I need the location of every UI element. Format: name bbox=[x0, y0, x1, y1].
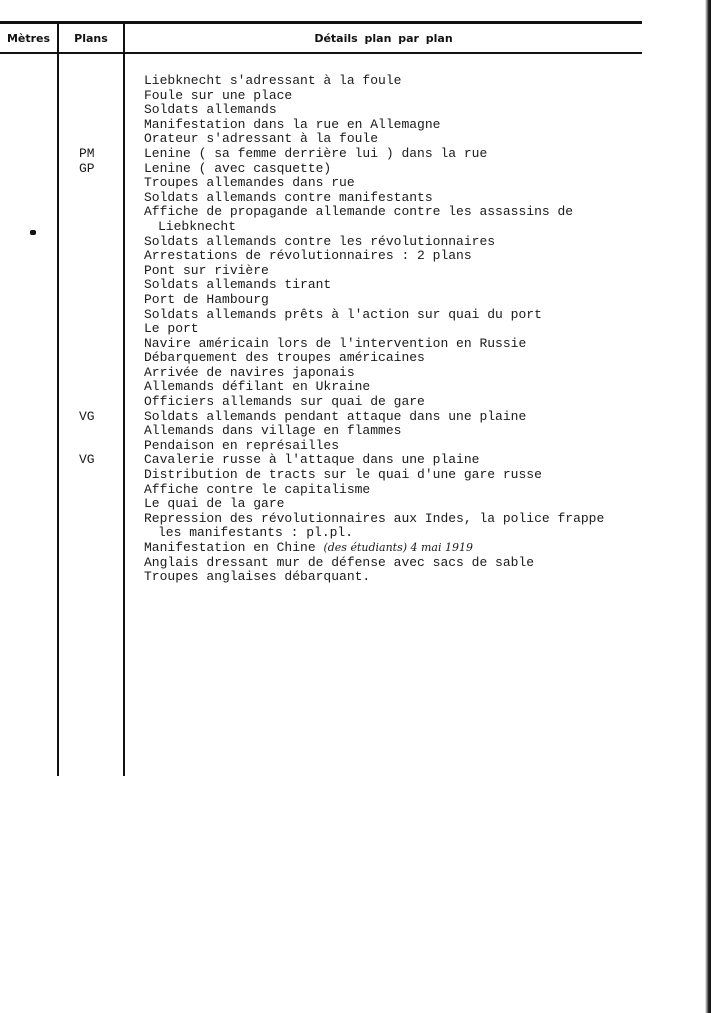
detail-cell bbox=[144, 89, 292, 104]
table-row bbox=[0, 293, 700, 308]
table-row bbox=[0, 351, 700, 366]
detail-cell bbox=[144, 308, 542, 323]
table-row bbox=[0, 424, 700, 439]
table-row bbox=[0, 176, 700, 191]
detail-cell bbox=[144, 541, 473, 556]
table-row bbox=[0, 264, 700, 279]
detail-cell bbox=[144, 205, 573, 220]
table-row bbox=[0, 89, 700, 104]
detail-cell bbox=[144, 497, 284, 512]
table-row bbox=[0, 541, 700, 556]
detail-text: Orateur s'adressant à la foule bbox=[144, 131, 379, 147]
detail-cell bbox=[144, 132, 378, 147]
detail-text: Liebknecht s'adressant à la foule bbox=[144, 73, 402, 88]
shot-list bbox=[0, 74, 700, 585]
detail-cell bbox=[144, 278, 331, 293]
table-row bbox=[0, 453, 700, 468]
detail-cell bbox=[144, 570, 370, 585]
plan-cell: PM bbox=[79, 145, 95, 161]
detail-cell bbox=[144, 162, 331, 177]
table-row bbox=[0, 556, 700, 571]
detail-text: Soldats allemands pendant attaque dans une plaine bbox=[144, 408, 527, 424]
detail-text: Affiche contre le capitalisme bbox=[144, 481, 371, 497]
detail-cell bbox=[144, 380, 370, 395]
detail-cell bbox=[158, 220, 236, 235]
detail-cell bbox=[144, 483, 370, 498]
detail-cell bbox=[158, 526, 353, 541]
table-top-rule bbox=[0, 21, 642, 24]
detail-cell bbox=[144, 366, 355, 381]
table-row bbox=[0, 249, 700, 264]
detail-text: Troupes allemandes dans rue bbox=[144, 175, 355, 191]
table-row bbox=[0, 191, 700, 206]
detail-text: Débarquement des troupes américaines bbox=[144, 350, 425, 366]
detail-text: Soldats allemands prêts à l'action sur quai du port bbox=[144, 306, 542, 322]
detail-cell bbox=[144, 264, 269, 279]
detail-cell bbox=[144, 176, 355, 191]
table-row bbox=[0, 512, 700, 527]
table-row bbox=[0, 235, 700, 250]
detail-text: Cavalerie russe à l'attaque dans une plaine bbox=[144, 452, 480, 468]
detail-text: Le quai de la gare bbox=[144, 496, 285, 512]
table-row bbox=[0, 118, 700, 133]
detail-text: Soldats allemands tirant bbox=[144, 277, 332, 293]
table-row bbox=[0, 147, 700, 162]
handwritten-note: (des étudiants) 4 mai 1919 bbox=[323, 541, 474, 554]
detail-cell bbox=[144, 439, 339, 454]
header-details: Détails plan par plan bbox=[314, 31, 453, 45]
detail-text: Officiers allemands sur quai de gare bbox=[144, 394, 425, 410]
detail-cell bbox=[144, 410, 526, 425]
detail-text: Anglais dressant mur de défense avec sacs de sable bbox=[144, 554, 535, 570]
detail-text: Soldats allemands bbox=[144, 102, 277, 118]
detail-cell bbox=[144, 235, 495, 250]
detail-cell bbox=[144, 293, 269, 308]
detail-text: Soldats allemands contre manifestants bbox=[144, 189, 433, 205]
header-plans: Plans bbox=[74, 31, 108, 45]
detail-text: Troupes anglaises débarquant. bbox=[144, 569, 371, 585]
detail-text: Liebknecht bbox=[158, 218, 237, 234]
detail-text: Lenine ( avec casquette) bbox=[144, 160, 332, 176]
detail-cell bbox=[144, 453, 479, 468]
detail-text: Distribution de tracts sur le quai d'une gare russe bbox=[144, 467, 542, 483]
plan-cell: GP bbox=[79, 160, 95, 176]
table-row bbox=[0, 103, 700, 118]
table-row bbox=[0, 497, 700, 512]
detail-text: Navire américain lors de l'intervention en Russie bbox=[144, 335, 527, 351]
detail-text: Soldats allemands contre les révolutionnaires bbox=[144, 233, 496, 249]
detail-text: Lenine ( sa femme derrière lui ) dans la rue bbox=[144, 145, 488, 161]
table-row bbox=[0, 308, 700, 323]
detail-text: Manifestation en Chine bbox=[144, 540, 316, 555]
detail-cell bbox=[144, 395, 425, 410]
table-row bbox=[0, 570, 700, 585]
table-row bbox=[0, 439, 700, 454]
detail-cell bbox=[144, 103, 277, 118]
detail-cell bbox=[144, 556, 534, 571]
detail-text: Port de Hambourg bbox=[144, 291, 269, 307]
table-row bbox=[0, 205, 700, 220]
detail-cell bbox=[144, 191, 433, 206]
table-row bbox=[0, 74, 700, 89]
table-row bbox=[0, 410, 700, 425]
detail-text: Affiche de propagande allemande contre les assassins de bbox=[144, 204, 574, 220]
page-edge-shadow bbox=[705, 0, 711, 1013]
table-row bbox=[0, 337, 700, 352]
table-row bbox=[0, 278, 700, 293]
header-metres: Mètres bbox=[6, 31, 51, 45]
detail-text: Allemands défilant en Ukraine bbox=[144, 379, 371, 395]
detail-cell bbox=[144, 74, 401, 89]
detail-text: Allemands dans village en flammes bbox=[144, 423, 402, 439]
detail-cell bbox=[144, 118, 440, 133]
table-row bbox=[0, 220, 700, 235]
detail-cell bbox=[144, 512, 604, 527]
table-row bbox=[0, 366, 700, 381]
detail-text: Manifestation dans la rue en Allemagne bbox=[144, 116, 441, 132]
table-row bbox=[0, 395, 700, 410]
table-row bbox=[0, 162, 700, 177]
detail-cell bbox=[144, 337, 526, 352]
table-row bbox=[0, 132, 700, 147]
table-row bbox=[0, 526, 700, 541]
detail-cell bbox=[144, 468, 542, 483]
plan-cell: VG bbox=[79, 452, 95, 468]
table-row bbox=[0, 468, 700, 483]
detail-text: Arrestations de révolutionnaires : 2 plans bbox=[144, 248, 472, 264]
table-row bbox=[0, 322, 700, 337]
detail-text: Repression des révolutionnaires aux Indes, la police frappe bbox=[144, 510, 605, 526]
detail-cell bbox=[144, 322, 199, 337]
detail-cell bbox=[144, 249, 472, 264]
detail-text: Le port bbox=[144, 321, 199, 337]
table-header-rule bbox=[0, 52, 642, 54]
detail-cell bbox=[144, 147, 487, 162]
detail-cell bbox=[144, 351, 425, 366]
table-row bbox=[0, 483, 700, 498]
detail-text: Arrivée de navires japonais bbox=[144, 364, 355, 380]
detail-text: Foule sur une place bbox=[144, 87, 293, 103]
table-row bbox=[0, 380, 700, 395]
detail-cell bbox=[144, 424, 401, 439]
detail-text: Pont sur rivière bbox=[144, 262, 269, 278]
detail-text: Pendaison en représailles bbox=[144, 437, 340, 453]
detail-text: les manifestants : pl.pl. bbox=[158, 525, 354, 541]
plan-cell: VG bbox=[79, 408, 95, 424]
